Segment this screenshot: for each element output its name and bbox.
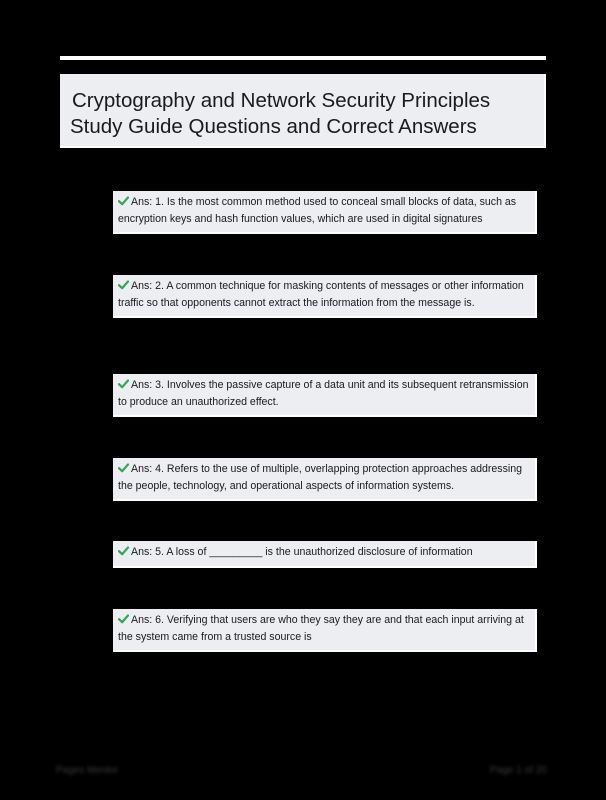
answer-text: 6. Verifying that users are who they say they are and that each input arriving at the system came from a trusted source is	[118, 614, 524, 643]
check-icon	[118, 280, 129, 290]
answer-prefix: Ans:	[131, 546, 156, 558]
answer-prefix: Ans:	[131, 379, 156, 391]
check-icon	[118, 463, 129, 473]
answer-box-4	[113, 458, 537, 501]
check-icon	[118, 546, 129, 556]
answer-box-1	[113, 191, 537, 234]
answer-text: 1. Is the most common method used to conceal small blocks of data, such as encryption keys and hash function values, which are used in digital signatures	[118, 196, 517, 225]
page-title-line-1: Cryptography and Network Security Principles	[72, 89, 491, 112]
answer-prefix: Ans:	[131, 196, 156, 208]
footer-page-number: Page 1 of 20	[490, 765, 547, 776]
answer-text: 2. A common technique for masking contents of messages or other information traffic so that opponents cannot extract the information from the message is.	[118, 280, 524, 309]
answer-prefix: Ans:	[131, 614, 156, 626]
page-title-line-2: Study Guide Questions and Correct Answers	[70, 115, 477, 138]
answer-box-6	[113, 609, 537, 652]
answer-box-2	[113, 275, 537, 318]
answer-prefix: Ans:	[131, 463, 156, 475]
answer-text: 4. Refers to the use of multiple, overlapping protection approaches addressing the people, technology, and operational aspects of information systems.	[118, 463, 523, 492]
footer-left-text: Pages Mentor	[56, 765, 119, 776]
answer-text: 5. A loss of _________ is the unauthorized disclosure of information	[155, 546, 473, 558]
top-divider	[60, 56, 546, 60]
answer-box-3	[113, 374, 537, 417]
title-box	[60, 74, 546, 148]
check-icon	[118, 614, 129, 624]
answer-box-5	[113, 541, 537, 568]
answer-text: 3. Involves the passive capture of a data unit and its subsequent retransmission to produce an unauthorized effect.	[118, 379, 529, 408]
check-icon	[118, 379, 129, 389]
answer-prefix: Ans:	[131, 280, 156, 292]
check-icon	[118, 196, 129, 206]
